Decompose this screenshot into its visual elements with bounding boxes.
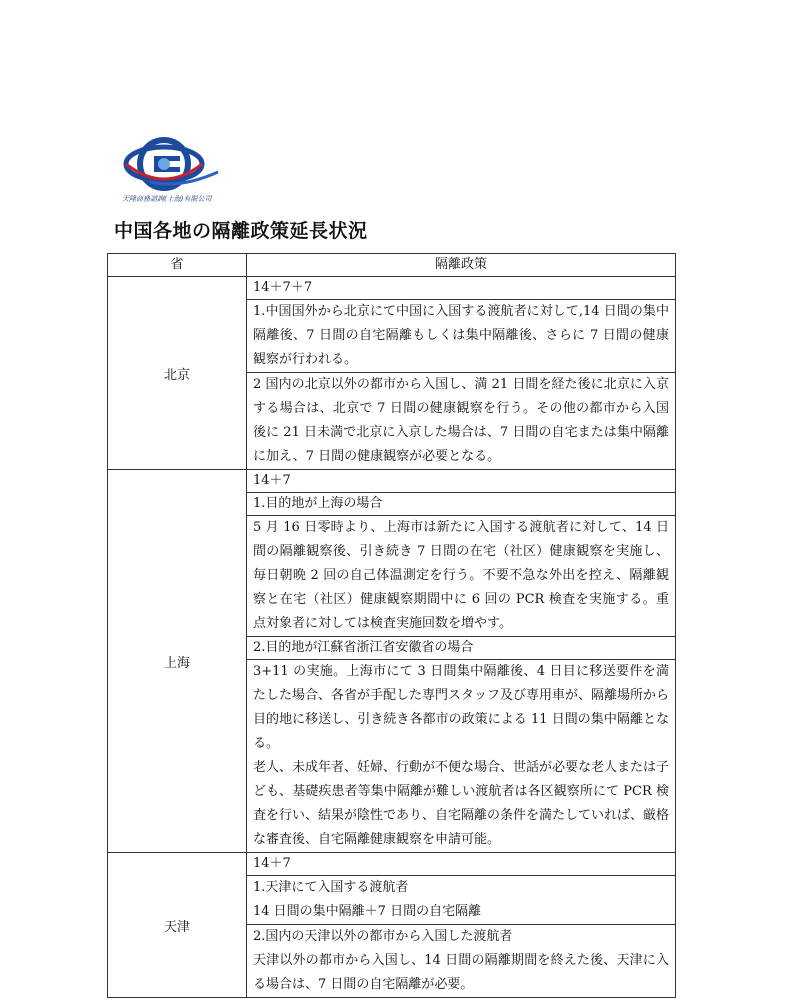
policy-summary: 14＋7: [247, 853, 676, 876]
policy-subheading: 2.目的地が江蘇省浙江省安徽省の場合: [247, 637, 676, 660]
policy-text: [247, 660, 676, 853]
policy-summary: 14＋7＋7: [247, 277, 676, 300]
table-row: [108, 470, 676, 493]
table-row: [108, 853, 676, 876]
policy-subheading: 1.目的地が上海の場合: [247, 493, 676, 516]
policy-paragraph: 14 日間の集中隔離＋7 日間の自宅隔離: [253, 904, 482, 919]
page-title: 中国各地の隔離政策延長状況: [114, 220, 368, 242]
policy-text: [247, 876, 676, 925]
quarantine-policy-table: [107, 253, 676, 998]
policy-paragraph: 3+11 の実施。上海市にて 3 日間集中隔離後、4 日目に移送要件を満たした場合、各省が手配した専門スタッフ及び専用車が、隔離場所から目的地に移送し、引き続き各都市の政策による 11 日間の集中隔離となる。: [253, 664, 670, 751]
header-province: 省: [108, 254, 247, 277]
province-tianjin: 天津: [108, 853, 247, 998]
policy-text: 1.中国国外から北京にて中国に入国する渡航者に対して,14 日間の集中隔離後、7 日間の自宅隔離もしくは集中隔離後、さらに 7 日間の健康観察が行われる。: [247, 300, 676, 373]
policy-text: 2 国内の北京以外の都市から入国し、満 21 日間を経た後に北京に入京する場合は、北京で 7 日間の健康観察を行う。その他の都市から入国後に 21 日未満で北京に入京した場合は、7 日間の自宅または集中隔離に加え、7 日間の健康観察が必要となる。: [247, 373, 676, 470]
policy-text: 5 月 16 日零時より、上海市は新たに入国する渡航者に対して、14 日間の隔離観察後、引き続き 7 日間の在宅（社区）健康観察を実施し、毎日朝晩 2 回の自己体温測定を行う。不要不急な外出を控え、隔離観察と在宅（社区）健康観察期間中に 6 回の PCR 検査を実施する。重点対象者に対しては検査実施回数を増やす。: [247, 516, 676, 637]
table-header-row: [108, 254, 676, 277]
policy-text: [247, 925, 676, 998]
table-row: [108, 277, 676, 300]
policy-paragraph: 老人、未成年者、妊婦、行動が不便な場合、世話が必要な老人または子ども、基礎疾患者等集中隔離が難しい渡航者は各区観察所にて PCR 検査を行い、結果が陰性であり、自宅隔離の条件を満たしていれば、厳格な審査後、自宅隔離健康観察を申請可能。: [253, 760, 670, 847]
policy-summary: 14＋7: [247, 470, 676, 493]
header-policy: 隔離政策: [247, 254, 676, 277]
province-beijing: 北京: [108, 277, 247, 470]
province-shanghai: 上海: [108, 470, 247, 853]
policy-paragraph: 2.国内の天津以外の都市から入国した渡航者: [253, 929, 513, 944]
policy-paragraph: 1.天津にて入国する渡航者: [253, 880, 409, 895]
policy-paragraph: 天津以外の都市から入国し、14 日間の隔離期間を終えた後、天津に入る場合は、7 日間の自宅隔離が必要。: [253, 953, 669, 992]
logo-caption: 天隆商務諮詢(上海)有限公司: [122, 195, 212, 203]
